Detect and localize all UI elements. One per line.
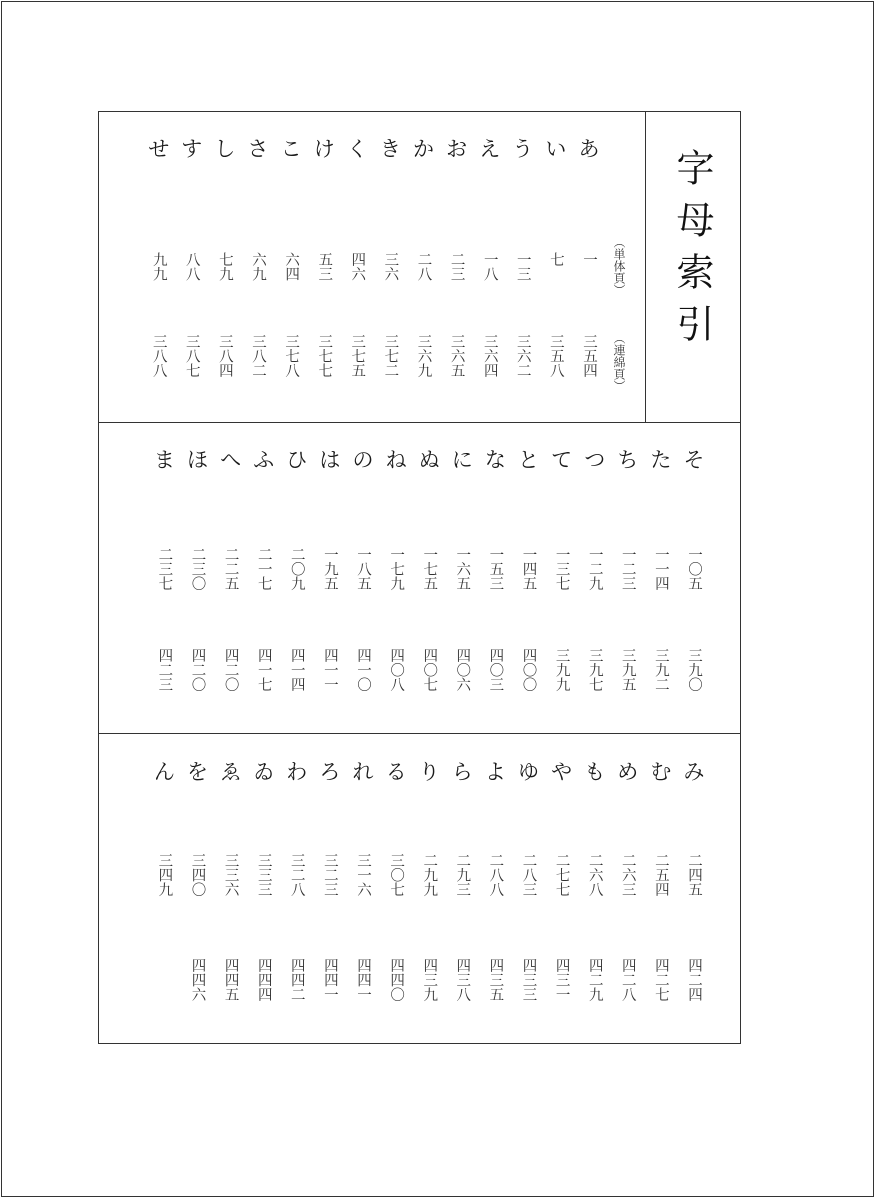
kana-char: の xyxy=(352,448,374,472)
single-page-number: 一九五 xyxy=(321,547,338,591)
kana-char: く xyxy=(346,137,368,161)
kana-char: り xyxy=(418,760,440,784)
single-page-number: 一四五 xyxy=(520,547,537,591)
single-page-number: 二一七 xyxy=(255,547,272,591)
continuous-page-number: 四四一 xyxy=(355,958,371,1002)
single-page-number: 三四〇 xyxy=(189,853,206,897)
kana-char: ち xyxy=(617,448,639,472)
single-page-number: 四六 xyxy=(349,252,366,281)
continuous-page-number: 三九〇 xyxy=(686,648,702,692)
kana-char: め xyxy=(617,760,639,784)
continuous-page-number: 四一一 xyxy=(321,648,338,692)
continuous-page-number: 四二〇 xyxy=(222,648,239,692)
continuous-page-number: 四四二 xyxy=(288,958,305,1002)
continuous-page-number: 四〇六 xyxy=(454,648,471,692)
single-page-number: 一七五 xyxy=(421,547,438,591)
kana-char: け xyxy=(313,137,335,161)
continuous-page-number: 三七八 xyxy=(283,334,300,378)
single-page-number: 二五四 xyxy=(652,853,669,897)
single-page-number: 二七七 xyxy=(553,853,570,897)
continuous-page-number: 四〇三 xyxy=(487,648,504,692)
continuous-page-number: 四四一 xyxy=(321,958,338,1002)
kana-char: き xyxy=(379,137,401,161)
continuous-page-number: 四四五 xyxy=(222,958,239,1002)
continuous-page-number: 三八四 xyxy=(216,334,233,378)
continuous-page-number: 四〇八 xyxy=(388,648,405,692)
single-page-number: 二三〇 xyxy=(189,547,206,591)
single-page-number: 一二九 xyxy=(586,547,603,591)
section-divider xyxy=(98,733,741,734)
kana-char: れ xyxy=(352,760,374,784)
single-page-number: 八八 xyxy=(183,252,200,281)
kana-char: ゐ xyxy=(253,760,275,784)
continuous-page-number: 四〇〇 xyxy=(520,648,537,692)
kana-char: ふ xyxy=(253,448,275,472)
kana-char: ろ xyxy=(319,760,341,784)
kana-char: む xyxy=(650,760,672,784)
single-page-number: 二九三 xyxy=(454,853,471,897)
continuous-page-number: 四三八 xyxy=(454,958,471,1002)
continuous-page-number: 四四四 xyxy=(255,958,272,1002)
kana-char: え xyxy=(479,137,501,161)
kana-char: に xyxy=(451,448,473,472)
continuous-page-number: 三七五 xyxy=(349,334,366,378)
continuous-page-number: 四〇七 xyxy=(421,648,438,692)
continuous-page-number: 三五八 xyxy=(547,334,564,378)
single-page-number: 五三 xyxy=(316,252,333,281)
single-page-number: 一八 xyxy=(481,252,498,281)
single-page-number: 一八五 xyxy=(355,547,371,591)
single-page-number: 三六 xyxy=(382,252,399,281)
kana-char: ぬ xyxy=(418,448,440,472)
continuous-page-number: 三七二 xyxy=(382,334,399,378)
continuous-page-number: 四二八 xyxy=(619,958,636,1002)
kana-char: ほ xyxy=(187,448,208,472)
kana-char: ら xyxy=(451,760,473,784)
single-page-number: 二八八 xyxy=(487,853,504,897)
continuous-page-number: 四一七 xyxy=(255,648,272,692)
kana-char: ゆ xyxy=(518,760,539,784)
kana-char: を xyxy=(187,760,208,784)
kana-char: そ xyxy=(683,448,705,472)
single-page-number: 二二五 xyxy=(222,547,239,591)
single-page-number: 二三七 xyxy=(156,547,173,591)
single-page-number: 二三 xyxy=(448,252,465,281)
continuous-page-number: 四四〇 xyxy=(388,958,405,1002)
continuous-page-number: 四二九 xyxy=(586,958,603,1002)
single-page-number: 三三三 xyxy=(255,853,272,897)
single-page-number: 一三 xyxy=(514,252,531,281)
kana-char: み xyxy=(683,760,705,784)
single-page-number: 三〇七 xyxy=(388,853,405,897)
continuous-page-number: 四三九 xyxy=(421,958,438,1002)
label-continuous-page: （連綿頁） xyxy=(612,332,626,392)
continuous-page-number: 三八二 xyxy=(250,334,266,378)
kana-char: る xyxy=(385,760,407,784)
continuous-page-number: 四二〇 xyxy=(189,648,206,692)
kana-char: へ xyxy=(220,448,242,472)
kana-char: な xyxy=(484,448,506,472)
kana-char: ん xyxy=(153,760,175,784)
single-page-number: 一六五 xyxy=(454,547,471,591)
single-page-number: 六四 xyxy=(283,252,300,281)
kana-char: も xyxy=(584,760,606,784)
continuous-page-number: 三九二 xyxy=(652,648,669,692)
continuous-page-number: 四三一 xyxy=(553,958,570,1002)
kana-char: て xyxy=(551,448,573,472)
continuous-page-number: 四二七 xyxy=(652,958,669,1002)
continuous-page-number: 三五四 xyxy=(581,334,597,378)
kana-char: ま xyxy=(153,448,175,472)
continuous-page-number: 三九九 xyxy=(553,648,570,692)
section-divider xyxy=(98,422,741,423)
single-page-number: 二八三 xyxy=(520,853,537,897)
kana-char: う xyxy=(512,137,534,161)
single-page-number: 二八 xyxy=(415,252,432,281)
kana-char: お xyxy=(446,137,468,161)
single-page-number: 九九 xyxy=(150,252,167,281)
single-page-number: 七 xyxy=(547,252,564,267)
continuous-page-number: 四一四 xyxy=(288,648,305,692)
single-page-number: 三三六 xyxy=(222,853,239,897)
kana-char: わ xyxy=(286,760,308,784)
continuous-page-number: 三六四 xyxy=(481,334,498,378)
index-title: 字母索引 xyxy=(670,148,714,356)
kana-char: ゑ xyxy=(220,760,242,784)
kana-char: さ xyxy=(247,137,269,161)
continuous-page-number: 三七七 xyxy=(316,334,333,378)
single-page-number: 一一四 xyxy=(652,547,669,591)
single-page-number: 一二三 xyxy=(619,547,636,591)
single-page-number: 三二三 xyxy=(321,853,338,897)
kana-char: ね xyxy=(385,448,407,472)
single-page-number: 一〇五 xyxy=(686,547,702,591)
kana-char: た xyxy=(650,448,672,472)
single-page-number: 三四九 xyxy=(156,853,173,897)
single-page-number: 一 xyxy=(581,252,597,267)
continuous-page-number: 三九七 xyxy=(586,648,603,692)
continuous-page-number: 三六九 xyxy=(415,334,432,378)
kana-char: か xyxy=(413,137,434,161)
continuous-page-number: 三六五 xyxy=(448,334,465,378)
single-page-number: 二〇九 xyxy=(288,547,305,591)
single-page-number: 六九 xyxy=(250,252,266,281)
continuous-page-number: 四三五 xyxy=(487,958,504,1002)
single-page-number: 三二八 xyxy=(288,853,305,897)
continuous-page-number: 四二三 xyxy=(156,648,173,692)
kana-char: い xyxy=(545,137,567,161)
single-page-number: 一七九 xyxy=(388,547,405,591)
kana-char: せ xyxy=(148,137,170,161)
single-page-number: 七九 xyxy=(216,252,233,281)
kana-char: よ xyxy=(484,760,506,784)
single-page-number: 二四五 xyxy=(686,853,702,897)
kana-char: つ xyxy=(584,448,606,472)
single-page-number: 二六八 xyxy=(586,853,603,897)
continuous-page-number: 三八八 xyxy=(150,334,167,378)
continuous-page-number: 四四六 xyxy=(189,958,206,1002)
kana-char: や xyxy=(551,760,573,784)
kana-char: す xyxy=(181,137,203,161)
kana-char: は xyxy=(319,448,341,472)
continuous-page-number: 四三三 xyxy=(520,958,537,1002)
single-page-number: 二六三 xyxy=(619,853,636,897)
single-page-number: 二九九 xyxy=(421,853,438,897)
continuous-page-number: 三九五 xyxy=(619,648,636,692)
kana-char: と xyxy=(518,448,539,472)
kana-char: ひ xyxy=(286,448,308,472)
single-page-number: 三一六 xyxy=(355,853,371,897)
single-page-number: 一三七 xyxy=(553,547,570,591)
continuous-page-number: 四一〇 xyxy=(355,648,371,692)
kana-char: あ xyxy=(578,137,600,161)
kana-char: し xyxy=(214,137,236,161)
continuous-page-number: 三六二 xyxy=(514,334,531,378)
single-page-number: 一五三 xyxy=(487,547,504,591)
label-single-page: （単体頁） xyxy=(612,236,626,296)
title-divider xyxy=(645,111,646,422)
kana-char: こ xyxy=(280,137,302,161)
continuous-page-number: 三八七 xyxy=(183,334,200,378)
continuous-page-number: 四二四 xyxy=(686,958,702,1002)
